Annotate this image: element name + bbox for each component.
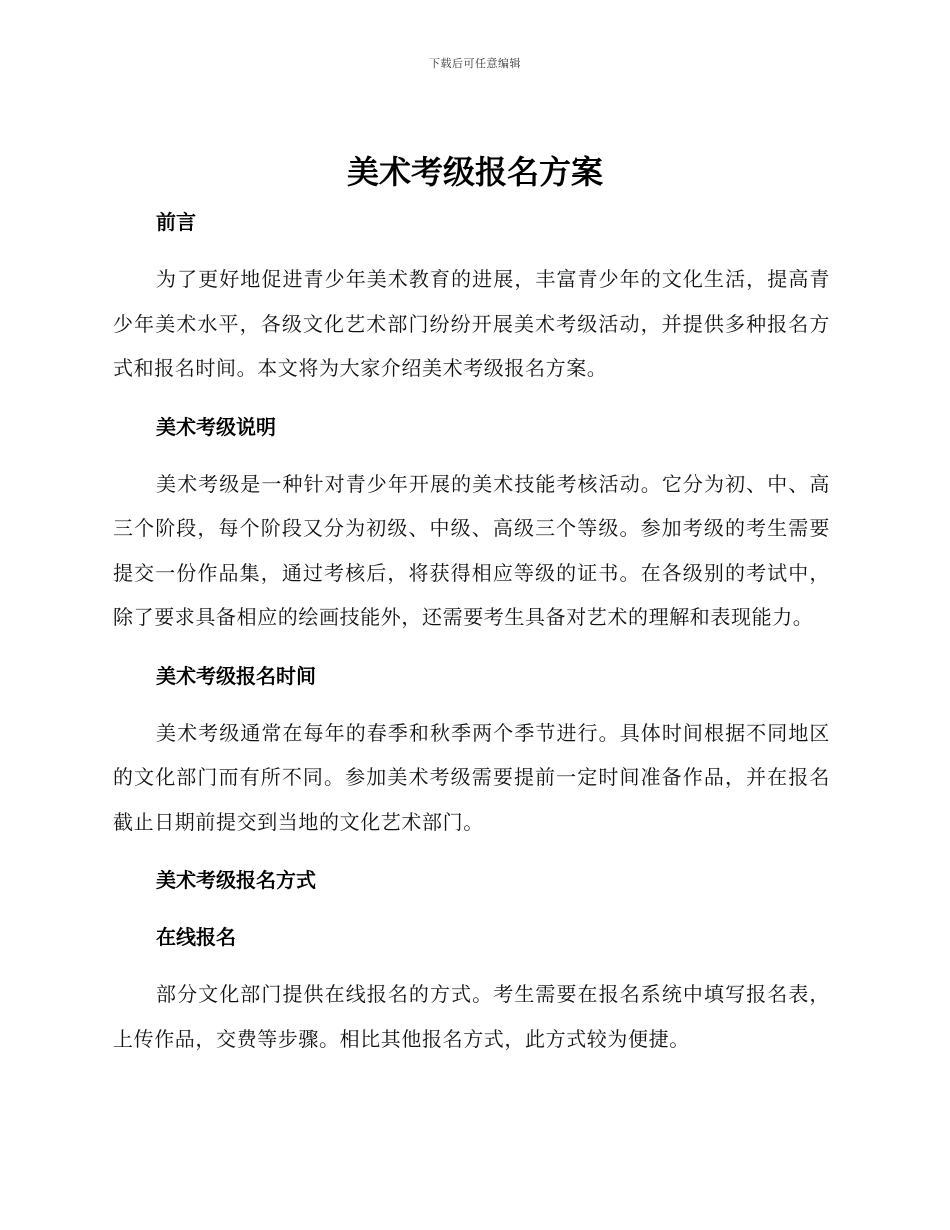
section-heading-registration-methods: 美术考级报名方式 bbox=[156, 868, 316, 892]
section-paragraph-online-registration: 部分文化部门提供在线报名的方式。考生需要在报名系统中填写报名表，上传作品，交费等步骤。相比其他报名方式，此方式较为便捷。 bbox=[113, 982, 830, 1051]
section-paragraph-description: 美术考级是一种针对青少年开展的美术技能考核活动。它分为初、中、高三个阶段，每个阶段又分为初级、中级、高级三个等级。参加考级的考生需要提交一份作品集，通过考核后，将获得相应等级的证书。在各级别的考试中，除了要求具备相应的绘画技能外，还需要考生具备对艺术的理解和表现能力。 bbox=[113, 471, 830, 629]
section-paragraph-registration-time: 美术考级通常在每年的春季和秋季两个季节进行。具体时间根据不同地区的文化部门而有所不同。参加美术考级需要提前一定时间准备作品，并在报名截止日期前提交到当地的文化艺术部门。 bbox=[113, 720, 830, 834]
section-heading-online-registration: 在线报名 bbox=[156, 925, 236, 949]
document-body bbox=[113, 200, 830, 1061]
section-heading-preface: 前言 bbox=[156, 210, 196, 234]
document-title: 美术考级报名方案 bbox=[346, 153, 603, 191]
section-paragraph-preface: 为了更好地促进青少年美术教育的进展，丰富青少年的文化生活，提高青少年美术水平，各级文化艺术部门纷纷开展美术考级活动，并提供多种报名方式和报名时间。本文将为大家介绍美术考级报名方案。 bbox=[113, 267, 830, 380]
header-note: 下载后可任意编辑 bbox=[429, 57, 521, 70]
section-heading-registration-time: 美术考级报名时间 bbox=[156, 663, 316, 688]
section-heading-description: 美术考级说明 bbox=[156, 414, 276, 439]
